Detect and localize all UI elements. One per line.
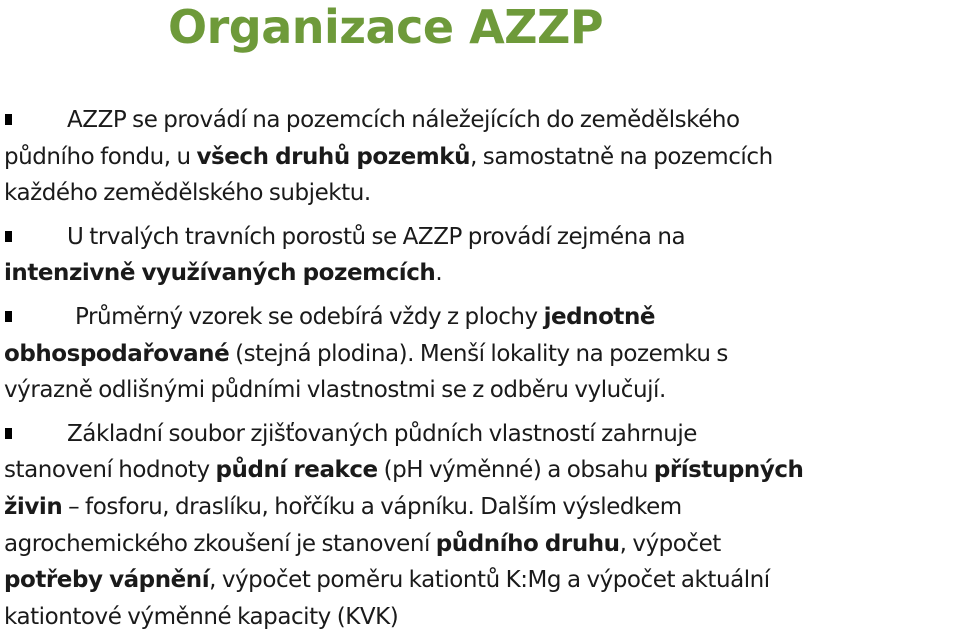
bold-text-run: potřeby vápnění: [4, 567, 210, 594]
text-line: [4, 299, 959, 336]
bold-text-run: intenzivně využívaných pozemcích: [4, 260, 436, 287]
bullet-list: [4, 102, 959, 642]
text-run: Základní soubor zjišťovaných půdních vlastností zahrnuje: [67, 420, 697, 447]
text-run: půdního fondu, u: [4, 143, 197, 170]
text-line: [4, 416, 959, 453]
text-line: [4, 562, 959, 599]
square-bullet-icon: [5, 428, 12, 439]
text-line: [4, 102, 959, 139]
bold-text-run: živin: [4, 493, 63, 520]
bullet-item-1: [4, 102, 959, 212]
text-run: stanovení hodnoty: [4, 457, 216, 484]
text-line: [4, 489, 959, 526]
text-line: [4, 526, 959, 563]
text-run: , výpočet poměru kationtů K:Mg a výpočet aktuální: [209, 567, 770, 594]
bullet-item-3: [4, 299, 959, 409]
page-title: Organizace AZZP: [168, 0, 604, 54]
text-line: [4, 219, 959, 256]
text-line: [4, 139, 959, 176]
bullet-item-4: [4, 416, 959, 636]
text-line: [4, 336, 959, 373]
bullet-item-2: [4, 219, 959, 292]
text-run: , samostatně na pozemcích: [470, 143, 773, 170]
text-run: (pH výměnné) a obsahu: [377, 457, 654, 484]
text-run: Průměrný vzorek se odebírá vždy z plochy: [75, 303, 544, 330]
bold-text-run: všech druhů pozemků: [196, 143, 471, 170]
text-run: U trvalých travních porostů se AZZP provádí zejména na: [67, 223, 686, 250]
square-bullet-icon: [5, 311, 12, 322]
bold-text-run: přístupných: [653, 457, 804, 484]
bold-text-run: půdního druhu: [435, 530, 620, 557]
text-line: [4, 452, 959, 489]
text-run: (stejná plodina). Menší lokality na pozemku s: [229, 340, 728, 367]
text-run: každého zemědělského subjektu.: [4, 180, 371, 207]
text-run: kationtové výměnné kapacity (KVK): [4, 603, 399, 630]
square-bullet-icon: [5, 114, 12, 125]
bold-text-run: půdní reakce: [215, 457, 378, 484]
text-line: [4, 372, 959, 409]
text-run: AZZP se provádí na pozemcích náležejících do zemědělského: [67, 107, 740, 133]
text-run: – fosforu, draslíku, hořčíku a vápníku. Dalším výsledkem: [62, 493, 682, 520]
text-line: [4, 175, 959, 212]
bold-text-run: jednotně: [543, 303, 656, 330]
text-line: [4, 599, 959, 636]
text-line: [4, 255, 959, 292]
text-run: .: [435, 260, 443, 287]
bold-text-run: obhospodařované: [4, 340, 230, 367]
text-run: agrochemického zkoušení je stanovení: [4, 530, 436, 557]
text-run: výrazně odlišnými půdními vlastnostmi se z odběru vylučují.: [4, 377, 666, 404]
text-run: , výpočet: [619, 530, 721, 557]
square-bullet-icon: [5, 231, 12, 242]
